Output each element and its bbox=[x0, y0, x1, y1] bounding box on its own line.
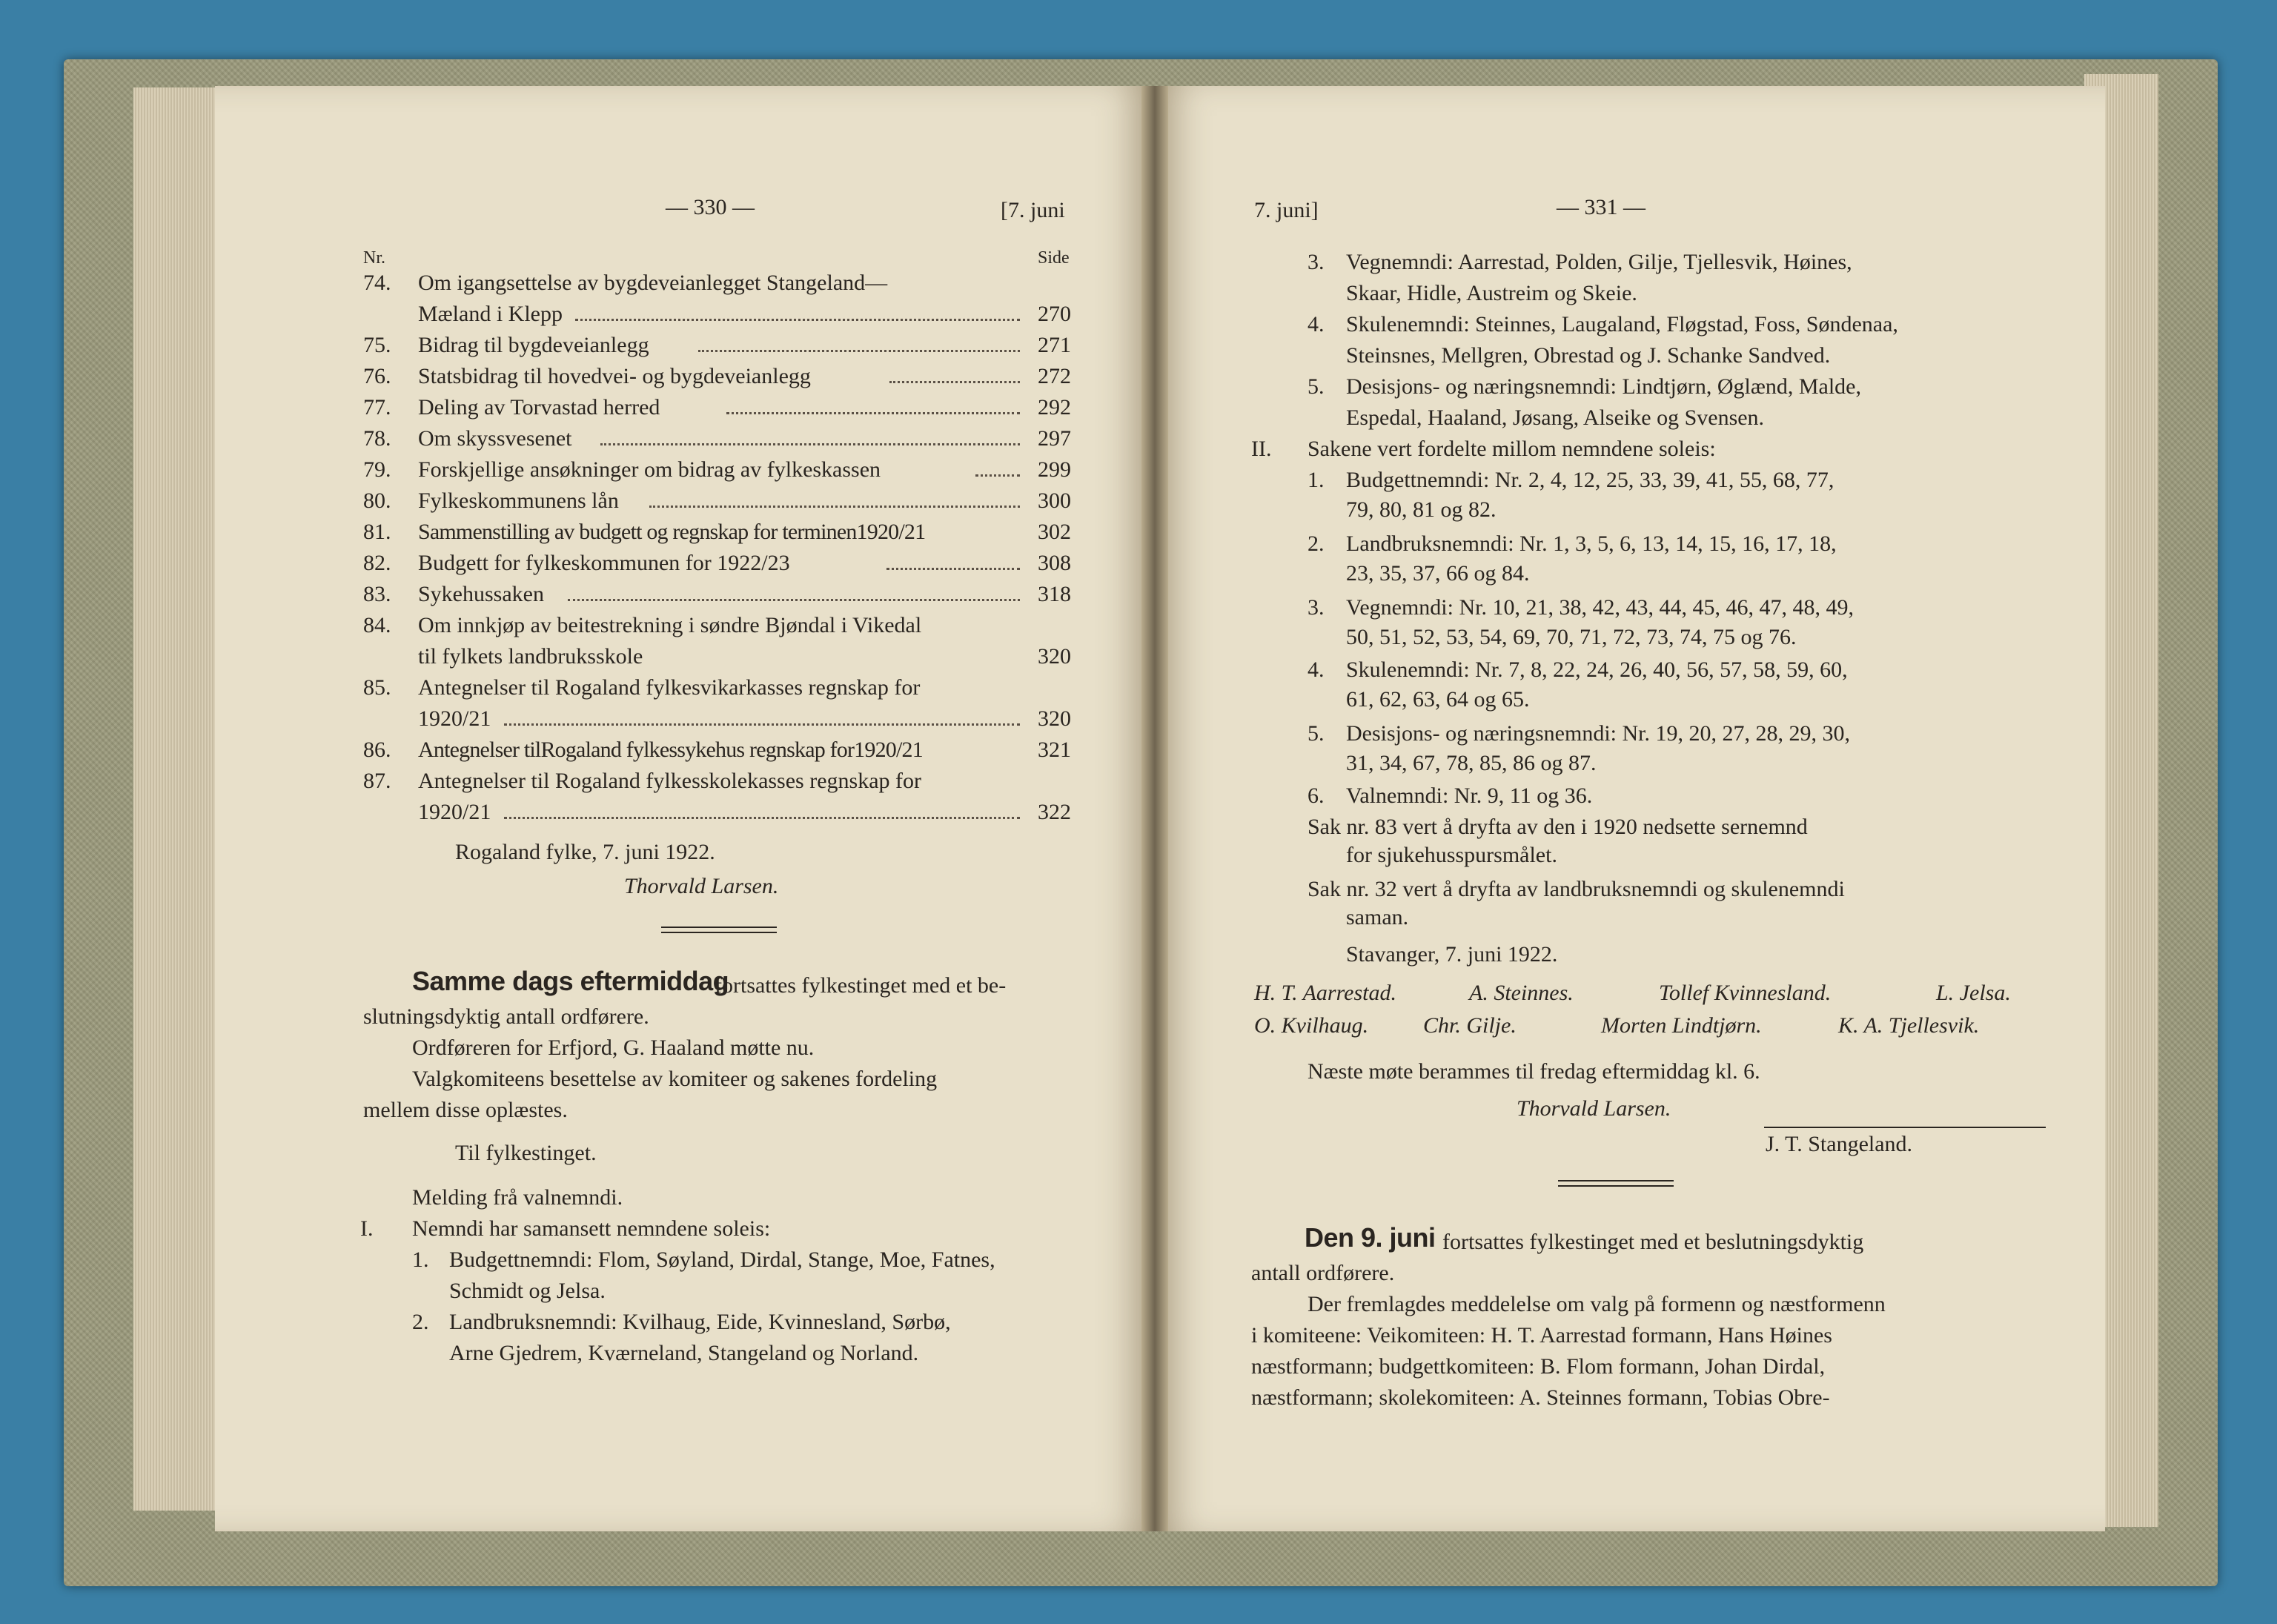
list-number: 4. bbox=[1307, 657, 1325, 682]
list-item: Steinsnes, Mellgren, Obrestad og J. Schanke Sandved. bbox=[1346, 343, 1831, 368]
right-page bbox=[1158, 86, 2105, 1531]
toc-leader bbox=[568, 599, 1020, 601]
toc-page: 297 bbox=[1038, 426, 1071, 451]
list-item: Skaar, Hidle, Austreim og Skeie. bbox=[1346, 281, 1637, 305]
toc-leader bbox=[889, 381, 1020, 383]
paragraph-line: Sak nr. 83 vert å dryfta av den i 1920 nedsette sernemnd bbox=[1307, 815, 1808, 839]
toc-nr: 80. bbox=[363, 488, 391, 513]
list-number: 3. bbox=[1307, 595, 1325, 620]
list-item: Schmidt og Jelsa. bbox=[449, 1279, 606, 1303]
list-item: Landbruksnemndi: Kvilhaug, Eide, Kvinnesland, Sørbø, bbox=[449, 1310, 951, 1334]
list-item: 23, 35, 37, 66 og 84. bbox=[1346, 561, 1530, 586]
list-number: 3. bbox=[1307, 250, 1325, 274]
toc-title: Statsbidrag til hovedvei- og bygdeveianlegg bbox=[418, 364, 811, 388]
signature: Thorvald Larsen. bbox=[1517, 1096, 1671, 1121]
signer: Chr. Gilje. bbox=[1423, 1013, 1517, 1038]
list-item: Vegnemndi: Nr. 10, 21, 38, 42, 43, 44, 45, 46, 47, 48, 49, bbox=[1346, 595, 1854, 620]
signer: Tollef Kvinnesland. bbox=[1659, 981, 1832, 1005]
toc-title: 1920/21 bbox=[418, 800, 491, 824]
paragraph-line: Ordføreren for Erfjord, G. Haaland møtte nu. bbox=[412, 1035, 815, 1060]
toc-title: Om skyssvesenet bbox=[418, 426, 572, 451]
toc-title: Budgett for fylkeskommunen for 1922/23 bbox=[418, 551, 790, 575]
toc-nr: 86. bbox=[363, 738, 391, 762]
section-number: I. bbox=[360, 1216, 374, 1241]
list-item: 79, 80, 81 og 82. bbox=[1346, 497, 1497, 522]
list-number: 5. bbox=[1307, 721, 1325, 746]
addressee: Til fylkestinget. bbox=[455, 1141, 597, 1165]
list-number: 4. bbox=[1307, 312, 1325, 337]
paragraph-line: Der fremlagdes meddelelse om valg på formenn og næstformenn bbox=[1307, 1292, 1886, 1316]
paragraph-line: fortsattes fylkestinget med et be- bbox=[715, 973, 1007, 998]
toc-nr: 87. bbox=[363, 769, 391, 793]
toc-page: 270 bbox=[1038, 302, 1071, 326]
place-date: Rogaland fylke, 7. juni 1922. bbox=[455, 840, 715, 864]
list-item: Desisjons- og næringsnemndi: Nr. 19, 20, 27, 28, 29, 30, bbox=[1346, 721, 1850, 746]
list-number: 1. bbox=[412, 1247, 429, 1272]
list-item: 61, 62, 63, 64 og 65. bbox=[1346, 687, 1530, 712]
paragraph-line: saman. bbox=[1346, 905, 1409, 929]
toc-title: Antegnelser til Rogaland fylkesskolekasses regnskap for bbox=[418, 769, 921, 793]
page-edges-left bbox=[133, 87, 222, 1511]
toc-nr: 74. bbox=[363, 271, 391, 295]
list-item: Vegnemndi: Aarrestad, Polden, Gilje, Tjellesvik, Høines, bbox=[1346, 250, 1852, 274]
toc-nr: 83. bbox=[363, 582, 391, 606]
list-item: Espedal, Haaland, Jøsang, Alseike og Svensen. bbox=[1346, 405, 1765, 430]
page-date: [7. juni bbox=[1001, 198, 1065, 222]
toc-title: Deling av Torvastad herred bbox=[418, 395, 660, 420]
toc-title: Forskjellige ansøkninger om bidrag av fylkeskassen bbox=[418, 457, 881, 482]
paragraph-line: mellem disse oplæstes. bbox=[363, 1098, 568, 1122]
signer: H. T. Aarrestad. bbox=[1254, 981, 1396, 1005]
toc-nr: 85. bbox=[363, 675, 391, 700]
page-number: — 330 — bbox=[666, 195, 755, 219]
paragraph-line: Sak nr. 32 vert å dryfta av landbruksnemndi og skulenemndi bbox=[1307, 877, 1845, 901]
signer: O. Kvilhaug. bbox=[1254, 1013, 1369, 1038]
section-text: Nemndi har samansett nemndene soleis: bbox=[412, 1216, 771, 1241]
toc-nr-heading: Nr. bbox=[363, 248, 385, 268]
toc-nr: 84. bbox=[363, 613, 391, 637]
toc-leader bbox=[886, 568, 1020, 570]
toc-side-heading: Side bbox=[1038, 248, 1070, 268]
section-text: Sakene vert fordelte millom nemndene soleis: bbox=[1307, 437, 1716, 461]
toc-page: 318 bbox=[1038, 582, 1071, 606]
toc-page: 321 bbox=[1038, 738, 1071, 762]
page-date: 7. juni] bbox=[1254, 198, 1319, 222]
toc-leader bbox=[504, 817, 1020, 819]
paragraph-line: for sjukehusspursmålet. bbox=[1346, 843, 1557, 867]
section-divider bbox=[661, 927, 777, 933]
toc-title: Om igangsettelse av bygdeveianlegget Stangeland— bbox=[418, 271, 888, 295]
paragraph-line: næstformann; budgettkomiteen: B. Flom formann, Johan Dirdal, bbox=[1251, 1354, 1826, 1379]
list-number: 2. bbox=[412, 1310, 429, 1334]
paragraph-line: i komiteene: Veikomiteen: H. T. Aarrestad formann, Hans Høines bbox=[1251, 1323, 1832, 1348]
toc-nr: 78. bbox=[363, 426, 391, 451]
toc-page: 300 bbox=[1038, 488, 1071, 513]
list-item: Skulenemndi: Nr. 7, 8, 22, 24, 26, 40, 56, 57, 58, 59, 60, bbox=[1346, 657, 1848, 682]
signer: Morten Lindtjørn. bbox=[1601, 1013, 1762, 1038]
signature: Thorvald Larsen. bbox=[624, 874, 779, 898]
toc-title: Fylkeskommunens lån bbox=[418, 488, 619, 513]
signer: L. Jelsa. bbox=[1936, 981, 2011, 1005]
paragraph-line: antall ordførere. bbox=[1251, 1261, 1395, 1285]
list-number: 2. bbox=[1307, 531, 1325, 556]
toc-nr: 82. bbox=[363, 551, 391, 575]
toc-title: Sykehussaken bbox=[418, 582, 544, 606]
paragraph-line: fortsattes fylkestinget med et beslutningsdyktig bbox=[1442, 1230, 1864, 1254]
list-item: 50, 51, 52, 53, 54, 69, 70, 71, 72, 73, 74, 75 og 76. bbox=[1346, 625, 1797, 649]
paragraph-line: næstformann; skolekomiteen: A. Steinnes formann, Tobias Obre- bbox=[1251, 1385, 1830, 1410]
section-heading: Den 9. juni bbox=[1305, 1222, 1436, 1253]
signer: A. Steinnes. bbox=[1469, 981, 1574, 1005]
list-item: Landbruksnemndi: Nr. 1, 3, 5, 6, 13, 14, 15, 16, 17, 18, bbox=[1346, 531, 1837, 556]
toc-title: 1920/21 bbox=[418, 706, 491, 731]
toc-page: 322 bbox=[1038, 800, 1071, 824]
book-gutter bbox=[1141, 86, 1168, 1531]
signature-line bbox=[1764, 1127, 2046, 1128]
toc-nr: 79. bbox=[363, 457, 391, 482]
toc-leader bbox=[600, 443, 1020, 445]
toc-page: 292 bbox=[1038, 395, 1071, 420]
secretary: J. T. Stangeland. bbox=[1766, 1132, 1913, 1156]
list-item: Budgettnemndi: Flom, Søyland, Dirdal, Stange, Moe, Fatnes, bbox=[449, 1247, 995, 1272]
toc-nr: 77. bbox=[363, 395, 391, 420]
toc-page: 271 bbox=[1038, 333, 1071, 357]
toc-leader bbox=[649, 506, 1020, 508]
section-heading: Samme dags eftermiddag bbox=[412, 966, 729, 996]
toc-nr: 75. bbox=[363, 333, 391, 357]
list-number: 6. bbox=[1307, 783, 1325, 808]
toc-leader bbox=[504, 723, 1020, 726]
toc-page: 308 bbox=[1038, 551, 1071, 575]
toc-page: 320 bbox=[1038, 706, 1071, 731]
paragraph-line: slutningsdyktig antall ordførere. bbox=[363, 1004, 649, 1029]
list-number: 1. bbox=[1307, 468, 1325, 492]
list-item: 31, 34, 67, 78, 85, 86 og 87. bbox=[1346, 751, 1597, 775]
toc-title: Antegnelser tilRogaland fylkessykehus regnskap for1920/21 bbox=[418, 738, 923, 762]
toc-page: 320 bbox=[1038, 644, 1071, 669]
toc-title: Om innkjøp av beitestrekning i søndre Bjøndal i Vikedal bbox=[418, 613, 922, 637]
list-item: Valnemndi: Nr. 9, 11 og 36. bbox=[1346, 783, 1593, 808]
toc-title: Mæland i Klepp bbox=[418, 302, 563, 326]
toc-nr: 81. bbox=[363, 520, 391, 544]
toc-leader bbox=[575, 319, 1020, 321]
section-number: II. bbox=[1251, 437, 1272, 461]
toc-title: Antegnelser til Rogaland fylkesvikarkasses regnskap for bbox=[418, 675, 921, 700]
toc-title: Sammenstilling av budgett og regnskap for terminen1920/21 bbox=[418, 520, 926, 544]
report-title: Melding frå valnemndi. bbox=[412, 1185, 623, 1210]
list-item: Skulenemndi: Steinnes, Laugaland, Fløgstad, Foss, Søndenaa, bbox=[1346, 312, 1898, 337]
left-page bbox=[215, 86, 1150, 1531]
toc-page: 302 bbox=[1038, 520, 1071, 544]
next-meeting: Næste møte berammes til fredag eftermiddag kl. 6. bbox=[1307, 1059, 1760, 1084]
list-number: 5. bbox=[1307, 374, 1325, 399]
signer: K. A. Tjellesvik. bbox=[1838, 1013, 1980, 1038]
list-item: Desisjons- og næringsnemndi: Lindtjørn, Øglænd, Malde, bbox=[1346, 374, 1861, 399]
toc-leader bbox=[726, 412, 1020, 414]
list-item: Arne Gjedrem, Kværneland, Stangeland og Norland. bbox=[449, 1341, 919, 1365]
page-number: — 331 — bbox=[1557, 195, 1645, 219]
toc-title: Bidrag til bygdeveianlegg bbox=[418, 333, 649, 357]
toc-leader bbox=[698, 350, 1020, 352]
section-divider bbox=[1558, 1180, 1674, 1187]
toc-title: til fylkets landbruksskole bbox=[418, 644, 643, 669]
toc-leader bbox=[975, 474, 1020, 477]
toc-page: 299 bbox=[1038, 457, 1071, 482]
paragraph-line: Valgkomiteens besettelse av komiteer og sakenes fordeling bbox=[412, 1067, 938, 1091]
place-date: Stavanger, 7. juni 1922. bbox=[1346, 942, 1558, 967]
toc-nr: 76. bbox=[363, 364, 391, 388]
toc-page: 272 bbox=[1038, 364, 1071, 388]
list-item: Budgettnemndi: Nr. 2, 4, 12, 25, 33, 39, 41, 55, 68, 77, bbox=[1346, 468, 1834, 492]
